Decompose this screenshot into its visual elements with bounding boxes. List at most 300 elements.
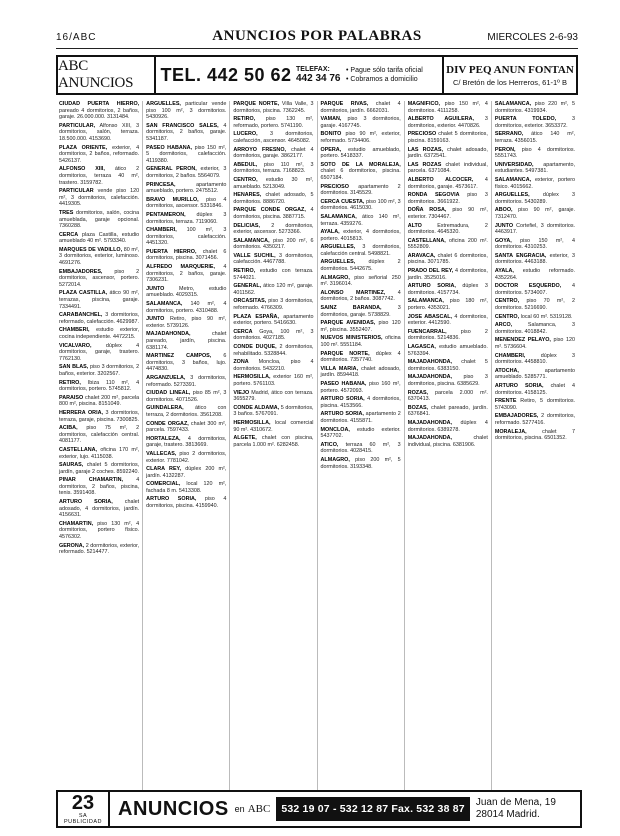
ad-heading: PINAR CHAMARTIN, xyxy=(59,477,124,484)
ad-body: piso 150 m², 4 dormitorios. 4111258. xyxy=(407,101,488,114)
ad-body: dúplex 3 dormitorios, terraza. 7119060. xyxy=(146,211,227,225)
ad-body: local 120 m², fachada 8 m. 5413308. xyxy=(146,481,227,494)
ad-heading: MAJADAHONDA, xyxy=(407,419,453,426)
ad-body: piso 4 dormitorios, piscina. 4159940. xyxy=(146,496,227,510)
ad-heading: VIEJO xyxy=(233,389,250,396)
classified-ad xyxy=(321,116,401,129)
classified-ad xyxy=(495,223,575,236)
ad-heading: ARGANZUELA, xyxy=(146,374,186,381)
ad-body: exterior, 4 dormitorios, portero. 4015813. xyxy=(320,229,401,242)
classified-ad xyxy=(233,192,313,205)
ad-heading: PLAZA ESPAÑA, xyxy=(233,313,279,320)
classified-ad xyxy=(408,223,488,236)
ad-body: chalet 200 m², parcela 800 m², piscina. 8151049. xyxy=(59,394,140,408)
ad-heading: CHAMBERI, xyxy=(146,227,177,234)
classified-ad xyxy=(146,331,226,351)
ad-heading: ROZAS, xyxy=(407,389,429,396)
classified-ad xyxy=(233,101,313,114)
ad-body: piso 90 m², exterior. 7304467. xyxy=(407,207,488,220)
classified-ad xyxy=(495,337,575,350)
ad-heading: SALAMANCA, xyxy=(233,237,270,244)
ad-body: piso 100 m², 3 dormitorios. 4615030. xyxy=(320,198,401,212)
ad-body: piso 110 m², 3 dormitorios, terraza. 7168823. xyxy=(233,161,314,175)
ad-heading: ARAVACA, xyxy=(407,252,436,259)
ad-heading: PERON, xyxy=(494,146,516,153)
ad-body: Moncloa, piso 4 dormitorios. 5432210. xyxy=(233,359,314,372)
ad-body: piso 200 m², 6 dormitorios. 4350217. xyxy=(233,237,314,251)
classified-ad xyxy=(408,390,488,403)
ad-heading: COMERCIAL, xyxy=(146,481,181,488)
classified-ad xyxy=(233,147,313,160)
classified-ad xyxy=(408,147,488,160)
classified-ad xyxy=(233,223,313,236)
ad-heading: SOTO DE LA MORALEJA, xyxy=(320,161,401,168)
newspaper-page xyxy=(56,28,578,791)
div-peq-block xyxy=(442,57,576,93)
ad-heading: ALFREDO MARQUERIE, xyxy=(146,264,216,271)
ad-heading: SALAMANCA, xyxy=(494,101,532,107)
ad-body: 4 dormitorios. 5734007. xyxy=(494,283,576,296)
ad-heading: DELICIAS, xyxy=(233,222,260,229)
ad-body: pareado 4 dormitorios, 2 baños, garaje. 26.000.000. 3131484. xyxy=(59,107,140,121)
classified-ad xyxy=(495,298,575,311)
ad-body: 4 dormitorios, jardín. 3525016. xyxy=(407,268,488,281)
ad-body: chalet 4 dormitorios, jardín. 6662031. xyxy=(320,101,401,114)
ad-heading: ARTURO SORIA, xyxy=(59,499,113,506)
ad-heading: SERRANO, xyxy=(494,131,524,138)
ad-heading: ALBERTO AGUILERA, xyxy=(407,116,474,123)
ad-body: piso 150 m², 4 dormitorios. 4310253. xyxy=(494,237,576,251)
ad-body: piso 2 dormitorios, ascensor, portero. 5272014. xyxy=(59,268,140,288)
classified-ad xyxy=(408,131,488,144)
classified-ad xyxy=(146,227,226,247)
classified-ad xyxy=(495,368,575,381)
ad-heading: ALONSO MARTINEZ, xyxy=(320,289,386,296)
classified-ad xyxy=(495,238,575,251)
payment-note-2: • Cobramos a domicilio xyxy=(346,76,418,83)
classified-ad xyxy=(59,380,139,393)
ad-heading: CENTRO, xyxy=(494,313,520,320)
ad-heading: ARTURO SORIA, xyxy=(146,496,197,503)
payment-notes xyxy=(342,57,442,93)
ad-body: Alfonso XIII, 3 dormitorios, salón, terraza. 18.500.000. 4153690. xyxy=(59,122,140,142)
classified-ad xyxy=(321,275,401,288)
ad-body: piso 120 m². 5736604. xyxy=(494,337,576,350)
ad-heading: AYALA, xyxy=(494,268,514,275)
telefax-number: 442 34 76 xyxy=(296,73,341,85)
ad-body: dúplex 3 dormitorios. 4458810. xyxy=(494,352,576,366)
ad-heading: CONDE DUQUE, xyxy=(233,344,277,350)
ad-column xyxy=(230,101,317,791)
footer-en: en xyxy=(234,804,245,814)
classified-ad xyxy=(146,301,226,314)
classified-ad xyxy=(408,238,488,251)
ad-heading: ALBERTO ALCOCER, xyxy=(407,176,474,183)
classified-ad xyxy=(321,184,401,197)
classified-ad xyxy=(59,269,139,289)
classified-ad xyxy=(146,286,226,299)
ad-body: piso 3 dormitorios, piscina. 6385629. xyxy=(407,374,488,387)
classified-ad xyxy=(146,249,226,262)
ad-heading: MAJADAHONDA, xyxy=(407,435,453,442)
page-number: 16/ABC xyxy=(56,32,97,43)
ad-heading: FUENCARRAL, xyxy=(407,328,447,335)
ad-body: 3 dormitorios, calefacción. 4467788. xyxy=(233,252,314,266)
classified-ad xyxy=(233,420,313,433)
classified-ad xyxy=(321,427,401,440)
ad-heading: PUERTA HIERRO, xyxy=(146,248,197,255)
classified-ad xyxy=(495,101,575,114)
ad-body: Goya, 100 m², 3 dormitorios. 4027185. xyxy=(233,328,314,342)
telephone-number: TEL. 442 50 62 xyxy=(160,64,292,85)
ad-body: piso 2 dormitorios. 5214836. xyxy=(407,328,488,342)
ad-body: terraza 60 m², 3 dormitorios. 4028415. xyxy=(320,441,401,455)
classified-ad xyxy=(233,253,313,266)
classified-ad xyxy=(146,451,226,464)
classified-ad xyxy=(59,247,139,267)
ad-heading: MENENDEZ PELAYO, xyxy=(494,337,551,344)
ad-heading: MAJADAHONDA, xyxy=(407,374,453,381)
payment-note-1: • Pague sólo tarifa oficial xyxy=(346,66,423,74)
ad-body: apartamento exterior, portero. 5416630. xyxy=(233,313,314,327)
classified-ad xyxy=(408,207,488,220)
classified-ad xyxy=(59,521,139,541)
ad-heading: UNIVERSIDAD, xyxy=(494,161,534,168)
ad-body: Metro, estudio amueblado. 4029315. xyxy=(146,285,227,299)
ad-body: chalet 6 dormitorios, piscina. 3071785. xyxy=(407,252,488,266)
ad-heading: CASTELLANA, xyxy=(407,237,446,244)
classified-ad xyxy=(59,188,139,208)
classified-ad xyxy=(408,374,488,387)
footer-abc: ABC xyxy=(247,803,271,815)
ad-heading: VALLE SUCHIL, xyxy=(233,252,276,259)
ad-heading: BRAVO MURILLO, xyxy=(146,196,199,203)
issue-date: MIERCOLES 2-6-93 xyxy=(487,32,578,43)
ad-body: chalet adosado, 5 dormitorios. 8886720. xyxy=(233,192,314,205)
ad-heading: GUINDALERA, xyxy=(146,405,184,412)
classified-ad xyxy=(495,283,575,296)
ad-heading: AYALA, xyxy=(320,229,340,236)
classified-ad xyxy=(233,283,313,296)
classified-ad xyxy=(233,435,313,448)
classified-ad xyxy=(233,314,313,327)
classified-ad xyxy=(495,177,575,190)
ad-heading: ARTURO SORIA, xyxy=(320,411,364,418)
ad-body: 2 dormitorios, reformado. 5277416. xyxy=(494,413,576,426)
ad-heading: SALAMANCA, xyxy=(146,301,183,308)
ad-body: ático 140 m², terraza. 4359276. xyxy=(320,213,401,227)
classified-ad xyxy=(146,197,226,210)
div-title: DIV PEQ ANUN FONTAN xyxy=(446,63,574,76)
classified-ad xyxy=(408,344,488,357)
classified-ad xyxy=(321,351,401,364)
ad-body: 4 dormitorios, piscina. 4153566. xyxy=(320,396,401,409)
ad-heading: GOYA, xyxy=(494,237,512,244)
ad-body: dúplex 200 m², jardín. 4132287. xyxy=(146,466,227,479)
ad-body: piso 160 m², portero. 4572093. xyxy=(320,380,401,394)
ad-body: apartamento 2 dormitorios. 4155871. xyxy=(320,411,401,424)
ad-heading: LAGASCA, xyxy=(407,344,436,350)
ad-body: particular vende piso 100 m², 3 dormitorios. 5430926. xyxy=(146,101,227,121)
ad-heading: RETIRO, xyxy=(233,268,256,275)
ad-heading: JOSE ABASCAL, xyxy=(407,313,453,320)
classified-ad xyxy=(495,413,575,426)
ad-heading: RONDA SEGOVIA xyxy=(407,192,460,199)
ad-body: chalet individual, piscina. 6381906. xyxy=(407,435,488,448)
classified-ad xyxy=(408,405,488,418)
classified-ad xyxy=(59,499,139,519)
ad-body: apartamento amueblado, portero. 2475512. xyxy=(146,181,227,195)
classified-ad xyxy=(146,101,226,121)
ad-heading: ARGUELLES, xyxy=(320,244,356,251)
ad-body: Retiro, 5 dormitorios. 5743090. xyxy=(494,398,576,411)
ad-heading: ARGUELLES, xyxy=(494,192,530,199)
classified-ad xyxy=(408,192,488,205)
ad-body: Extremadura, 2 dormitorios. 4645320. xyxy=(407,222,488,236)
classified-ad xyxy=(495,322,575,335)
ad-heading: CHAMBERI, xyxy=(494,352,526,359)
classified-ad xyxy=(408,253,488,266)
ad-heading: CENTRO, xyxy=(494,298,520,305)
ad-body: piso 120 m², piscina. 3552407. xyxy=(320,320,401,333)
telefax-block xyxy=(296,57,342,93)
ad-heading: ABEDUL, xyxy=(233,161,258,168)
ad-body: piso 3 dormitorios, 2 baños, exterior. 3202567. xyxy=(59,364,140,377)
classified-ad xyxy=(146,182,226,195)
ad-heading: PARTICULAR xyxy=(59,188,94,195)
ad-heading: PARQUE NORTE, xyxy=(320,350,370,357)
ad-heading: ORCASITAS, xyxy=(233,298,267,305)
ad-heading: CLARA REY, xyxy=(146,466,182,473)
ad-heading: SAN BLAS, xyxy=(59,364,89,371)
ad-heading: MAJADAHONDA, xyxy=(146,331,191,338)
abc-anuncios-label: ABC ANUNCIOS xyxy=(58,57,156,93)
ad-body: 3 dormitorios, calefacción central. 5498821. xyxy=(320,244,401,257)
ad-column xyxy=(56,101,143,791)
classified-ad xyxy=(146,481,226,494)
ad-heading: PRECIOSO xyxy=(407,131,437,138)
ad-heading: CIUDAD LINEAL, xyxy=(146,390,191,397)
footer-address xyxy=(470,797,580,821)
ad-body: piso 4 dormitorios. 5551743. xyxy=(494,146,576,160)
ad-body: chalet 6 dormitorios, piscina. 6507184. xyxy=(320,168,401,181)
classified-ad xyxy=(233,405,313,418)
classified-ad xyxy=(495,207,575,220)
ad-heading: CASTELLANA, xyxy=(59,446,98,453)
classified-ad xyxy=(408,283,488,296)
ad-body: 4 dormitorios, 2 baños. 3087742. xyxy=(320,289,401,303)
ad-body: 3 dormitorios, calefacción, ascensor. 4645082. xyxy=(233,131,314,144)
classified-ad xyxy=(321,381,401,394)
ad-body: estudio exterior. 5437702. xyxy=(320,426,401,440)
ad-body: 4 dormitorios, garaje, trastero. 3813669. xyxy=(146,435,227,449)
ad-heading: PENTAMERON, xyxy=(146,211,186,218)
ad-heading: CHAMBERI, xyxy=(59,327,90,334)
ad-body: chalet pareado, jardín. 6376841. xyxy=(407,404,488,418)
ad-heading: BOZAS, xyxy=(407,404,429,411)
ad-heading: CERCA xyxy=(59,231,79,238)
ad-heading: MORALEJA, xyxy=(494,428,527,435)
ad-heading: ACIBA, xyxy=(59,425,78,432)
classified-ad xyxy=(146,421,226,434)
ad-heading: VILLA MARIA, xyxy=(320,365,359,372)
ad-heading: VALLECAS, xyxy=(146,450,177,457)
classified-ad xyxy=(321,229,401,242)
classified-ad xyxy=(495,314,575,321)
ad-heading: PARQUE CONDE ORGAZ, xyxy=(233,207,306,214)
ad-body: apartamento 2 dormitorios. 3145529. xyxy=(320,183,401,197)
ad-column xyxy=(405,101,492,791)
classified-ad xyxy=(233,131,313,144)
ad-heading: EMBAJADORES, xyxy=(59,268,103,275)
ad-heading: MAJADAHONDA, xyxy=(407,359,453,366)
ad-body: 6 dormitorios, 3 baños, lujo. 4474830. xyxy=(146,353,227,373)
ad-body: ático 120 m², garaje. 4011562. xyxy=(233,283,314,296)
classified-ad xyxy=(59,210,139,230)
ad-body: Madrid, ático con terraza. 3655279. xyxy=(233,389,314,403)
ad-body: exterior, 4 dormitorios, 2 baños, reformado. 5426137. xyxy=(59,144,140,164)
banner xyxy=(56,55,578,95)
ad-body: Retiro, piso 90 m², exterior. 5739126. xyxy=(146,316,227,329)
ad-body: piso 4 dormitorios, ascensor. 5331846. xyxy=(146,196,227,210)
classified-ad xyxy=(59,477,139,497)
classified-ad xyxy=(59,123,139,143)
classified-ad xyxy=(233,268,313,281)
ad-heading: SALAMANCA, xyxy=(320,213,357,220)
ad-heading: FRENTE xyxy=(494,398,517,405)
ad-body: apartamento, estudiantes. 5497381. xyxy=(494,161,576,175)
classified-ad xyxy=(408,329,488,342)
classified-ad xyxy=(233,238,313,251)
ad-heading: CIUDAD PUERTA HIERRO, xyxy=(59,101,140,107)
classified-ad xyxy=(321,366,401,379)
ad-heading: PLAZA CASTILLA, xyxy=(59,290,108,297)
classified-ad xyxy=(233,390,313,403)
ad-heading: HERRERA ORIA, xyxy=(59,409,103,416)
classified-ad xyxy=(321,411,401,424)
classified-ad xyxy=(495,162,575,175)
classified-ad xyxy=(495,131,575,144)
ad-body: chalet 5 dormitorios, jardín, garaje 2 coches. 8592240. xyxy=(59,462,140,475)
ad-body: piso 2 dormitorios, exterior. 7781042. xyxy=(146,450,227,464)
ad-body: piso 70 m², 2 dormitorios. 5216690. xyxy=(494,298,576,312)
ad-heading: DOÑA ROSA, xyxy=(407,207,447,214)
ad-body: piso 200 m², 5 dormitorios. 3193348. xyxy=(320,456,401,470)
ad-body: chalet individual, parcela. 6371084. xyxy=(407,161,488,175)
footer-phones: 532 19 07 - 532 12 87 Fax. 532 38 87 xyxy=(276,797,470,821)
classified-ad xyxy=(408,314,488,327)
ad-body: piso 3 dormitorios, garaje. 4167745. xyxy=(320,116,401,129)
footer-banner xyxy=(56,790,582,828)
classified-ad xyxy=(495,147,575,160)
ad-body: Villa Valle, 3 dormitorios, piscina. 7362245. xyxy=(233,101,314,114)
ad-body: 3 dormitorios, terraza, garaje, piscina. 7300825. xyxy=(59,409,140,423)
classified-ad xyxy=(321,290,401,303)
ad-heading: PRINCESA, xyxy=(146,181,176,188)
ad-body: piso 180 m², portero. 4353021. xyxy=(407,298,488,312)
ad-heading: VAMAN, xyxy=(320,116,342,123)
ad-heading: JUNTO xyxy=(146,316,165,323)
ad-body: chalet 5 dormitorios, piscina. 8159163. xyxy=(407,131,488,144)
ad-body: chalet adosado, jardín. 8594418. xyxy=(320,365,401,379)
ad-heading: PUERTA TOLEDO, xyxy=(494,116,557,123)
ad-heading: ALGETE, xyxy=(233,435,257,442)
classified-ad xyxy=(408,116,488,129)
ad-heading: ARGUELLES, xyxy=(320,259,356,266)
ad-body: dúplex 4 dormitorios. 6389278. xyxy=(407,419,488,433)
ad-body: Ibiza 110 m², 4 dormitorios, portero. 5745812. xyxy=(59,379,140,393)
classified-ad xyxy=(408,101,488,114)
ad-heading: ALMAGRO, xyxy=(320,456,350,463)
ad-heading: ARTURO SORIA, xyxy=(407,283,456,290)
ad-column xyxy=(143,101,230,791)
classified-ad xyxy=(59,101,139,121)
ad-heading: EMBAJADORES, xyxy=(494,413,539,420)
top-line xyxy=(56,28,578,49)
ad-heading: ARGUELLES, xyxy=(146,101,181,107)
ad-heading: MAGNIFICO, xyxy=(407,101,441,107)
ad-body: dúplex 2 dormitorios. 5442675. xyxy=(320,259,401,273)
ad-body: parcela 2.000 m². 6370413. xyxy=(407,389,488,403)
classified-ad xyxy=(495,253,575,266)
ad-heading: DOCTOR ESQUERDO, xyxy=(494,283,562,290)
classified-ad xyxy=(495,268,575,281)
ad-body: 4 dormitorios, 2 baños, garaje. 7306231. xyxy=(146,264,227,284)
ad-heading: GENERAL PERON, xyxy=(146,166,197,173)
ad-body: Cortefiel, 3 dormitorios. 4463917. xyxy=(494,222,576,236)
classified-ad xyxy=(146,123,226,143)
ad-body: chalet 4 dormitorios. 4158125. xyxy=(494,382,576,396)
ad-body: estudio reformado. 4352264. xyxy=(494,268,576,281)
classified-ad xyxy=(321,101,401,114)
ad-heading: ATICO, xyxy=(320,441,339,448)
ad-body: 2 dormitorios, rehabilitado. 5328844. xyxy=(233,344,314,357)
ad-body: 5 dormitorios, 3 baños. 5767091. xyxy=(233,404,314,418)
ad-body: 2 dormitorios, exterior, ascensor. 5273366. xyxy=(233,222,314,236)
ad-body: piso 3 dormitorios, reformado. 4766309. xyxy=(233,298,314,312)
ad-body: ático con terraza, 2 dormitorios. 3561208. xyxy=(146,405,227,418)
ad-heading: PARQUE RIVAS, xyxy=(320,101,369,107)
ad-heading: MARQUES DE VADILLO, xyxy=(59,246,123,253)
ad-heading: SANTA ENGRACIA, xyxy=(494,252,547,259)
ad-heading: ATOCHA, xyxy=(494,367,519,374)
ad-body: dúplex 4 dormitorios, garaje, trastero. 7762130. xyxy=(59,342,140,362)
ad-body: 4 dormitorios, garaje. 4573617. xyxy=(407,176,488,190)
ad-body: dúplex 3 dormitorios. 4157734. xyxy=(407,283,488,296)
ad-heading: HERMOSILLA, xyxy=(233,374,271,381)
classified-ad xyxy=(146,405,226,418)
classified-ad xyxy=(321,396,401,409)
ad-heading: RETIRO, xyxy=(233,116,256,123)
ad-body: piso 130 m², 4 dormitorios, portero físico. 4576302. xyxy=(59,520,140,541)
classified-ad xyxy=(408,177,488,190)
classified-ad xyxy=(146,466,226,479)
ad-body: dormitorios, salón, cocina amueblada, garaje opcional. 7360288. xyxy=(59,209,140,230)
ad-heading: PARQUE AVENIDAS, xyxy=(320,320,376,327)
ad-heading: CHAMARTIN, xyxy=(59,520,94,527)
classified-ad xyxy=(146,212,226,225)
classified-ad xyxy=(233,207,313,220)
ad-body: exterior, 3 dormitorios. 4463188. xyxy=(494,252,576,266)
ad-body: 4 dormitorios, exterior. 4412590. xyxy=(407,313,488,327)
ad-heading: ZONA xyxy=(233,359,249,366)
ad-body: 4 dormitorios, piscina. 3887715. xyxy=(233,207,314,220)
ad-body: chalet con piscina, parcela 1.000 m². 6282458. xyxy=(233,435,314,448)
classified-ad xyxy=(408,420,488,433)
ad-heading: SAN FRANCISCO SALES, xyxy=(146,122,219,129)
classified-ad xyxy=(233,177,313,190)
classified-ad xyxy=(321,244,401,257)
